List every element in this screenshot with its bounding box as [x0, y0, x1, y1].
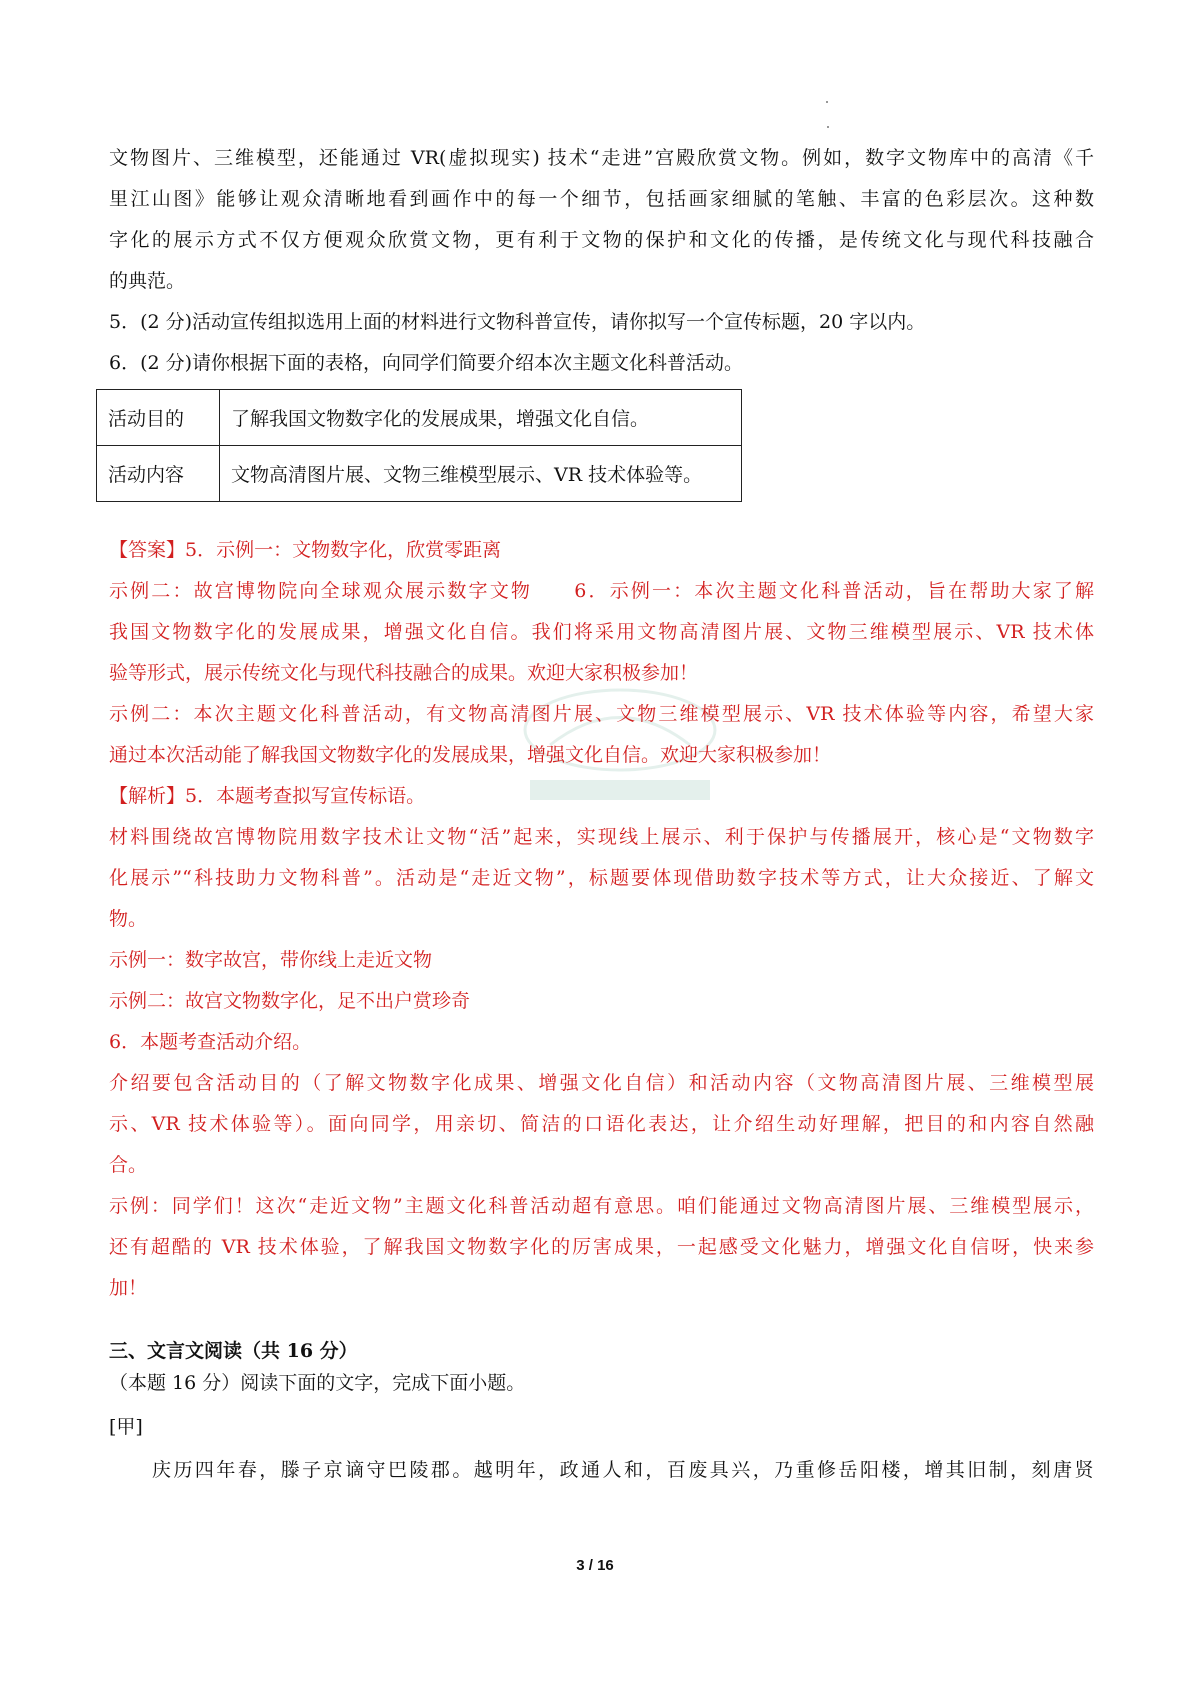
analysis-line: 示例：同学们！这次“走近文物”主题文化科普活动超有意思。咱们能通过文物高清图片展、三维模型展示，: [109, 1195, 1094, 1217]
analysis-line: 物。: [109, 908, 148, 930]
section-intro: （本题 16 分）阅读下面的文字，完成下面小题。: [109, 1372, 526, 1394]
material-line: 的典范。: [109, 270, 186, 292]
answer-line: 示例二：本次主题文化科普活动，有文物高清图片展、文物三维模型展示、VR 技术体验等内容，希望大家: [109, 703, 1094, 725]
table-cell-value: 文物高清图片展、文物三维模型展示、VR 技术体验等。: [220, 446, 742, 502]
answer-line: 我国文物数字化的发展成果，增强文化自信。我们将采用文物高清图片展、文物三维模型展示、VR 技术体: [109, 621, 1094, 643]
analysis-tag: 【解析】: [109, 785, 186, 807]
question-5: 5．(2 分)活动宣传组拟选用上面的材料进行文物科普宣传，请你拟写一个宣传标题，20 字以内。: [109, 311, 926, 333]
analysis-line: [109, 776, 1094, 817]
analysis-line: 示例二：故宫文物数字化，足不出户赏珍奇: [109, 990, 471, 1012]
question-6: 6．(2 分)请你根据下面的表格，向同学们简要介绍本次主题文化科普活动。: [109, 352, 744, 374]
passage-first-line: 庆历四年春，滕子京谪守巴陵郡。越明年，政通人和，百废具兴，乃重修岳阳楼，增其旧制，刻唐贤: [152, 1459, 1094, 1481]
analysis-line: 材料围绕故宫博物院用数字技术让文物“活”起来，实现线上展示、利于保护与传播展开，核心是“文物数字: [109, 826, 1094, 848]
analysis-line: 示例一：数字故宫，带你线上走近文物: [109, 949, 433, 971]
analysis-text: 5．本题考查拟写宣传标语。: [185, 785, 426, 807]
answer-line: 示例二：故宫博物院向全球观众展示数字文物 6．示例一：本次主题文化科普活动，旨在帮助大家了解: [109, 580, 1094, 602]
analysis-line: 合。: [109, 1154, 148, 1176]
passage-label: [甲]: [109, 1416, 143, 1438]
table-cell-value: 了解我国文物数字化的发展成果，增强文化自信。: [220, 390, 742, 446]
analysis-line: 还有超酷的 VR 技术体验，了解我国文物数字化的厉害成果，一起感受文化魅力，增强文化自信呀，快来参: [109, 1236, 1094, 1258]
analysis-line: 介绍要包含活动目的（了解文物数字化成果、增强文化自信）和活动内容（文物高清图片展、三维模型展: [109, 1072, 1094, 1094]
answer-line: [109, 530, 1094, 571]
activity-table: [96, 389, 742, 502]
analysis-line: 化展示”“科技助力文物科普”。活动是“走近文物”，标题要体现借助数字技术等方式，让大众接近、了解文: [109, 867, 1094, 889]
material-line: 里江山图》能够让观众清晰地看到画作中的每一个细节，包括画家细腻的笔触、丰富的色彩层次。这种数: [109, 188, 1094, 210]
analysis-line: 6．本题考查活动介绍。: [109, 1031, 312, 1053]
answer-tag: 【答案】: [109, 539, 186, 561]
answer-line: 通过本次活动能了解我国文物数字化的发展成果，增强文化自信。欢迎大家积极参加！: [109, 744, 832, 766]
table-cell-label: 活动目的: [97, 390, 220, 446]
speck-mark: [827, 126, 829, 128]
answer-text: 5．示例一：文物数字化，欣赏零距离: [185, 539, 502, 561]
table-cell-label: 活动内容: [97, 446, 220, 502]
table-row: [97, 446, 742, 502]
table-row: [97, 390, 742, 446]
material-line: 字化的展示方式不仅方便观众欣赏文物，更有利于文物的保护和文化的传播，是传统文化与现代科技融合: [109, 229, 1094, 251]
material-line: 文物图片、三维模型，还能通过 VR(虚拟现实) 技术“走进”宫殿欣赏文物。例如，数字文物库中的高清《千: [109, 147, 1094, 169]
answer-line: 验等形式，展示传统文化与现代科技融合的成果。欢迎大家积极参加！: [109, 662, 699, 684]
analysis-line: 示、VR 技术体验等）。面向同学，用亲切、简洁的口语化表达，让介绍生动好理解，把目的和内容自然融: [109, 1113, 1094, 1135]
page-number: 3 / 16: [576, 1557, 614, 1574]
analysis-line: 加！: [109, 1277, 148, 1299]
speck-mark: [826, 101, 828, 103]
section-title: 三、文言文阅读（共 16 分）: [109, 1340, 358, 1362]
